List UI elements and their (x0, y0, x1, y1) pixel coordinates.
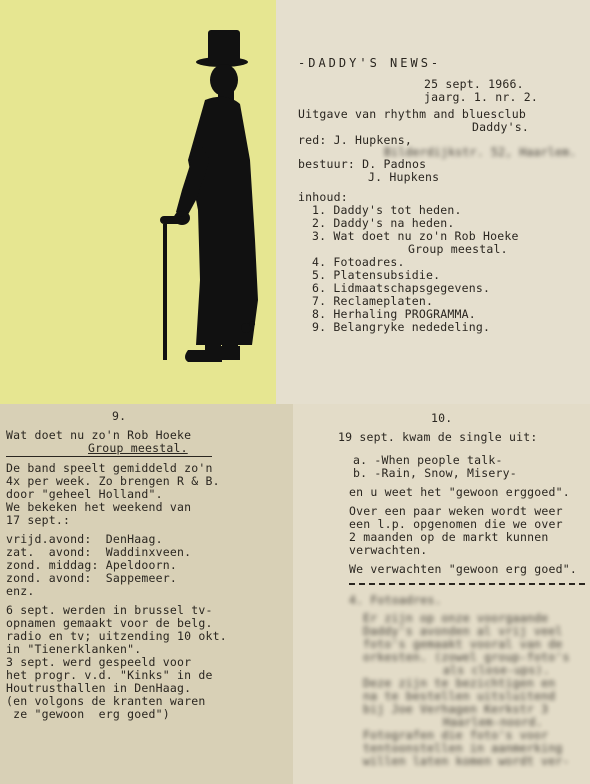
contents-item: 4. Fotoadres. (312, 255, 405, 269)
issue-number: jaarg. 1. nr. 2. (424, 90, 538, 104)
paragraph-line: Houtrusthallen in DenHaag. (6, 681, 192, 695)
blurred-line: na te bestellen uitsluitend (363, 689, 556, 703)
blurred-line: als close-ups). (443, 663, 550, 677)
blurred-line: Haarlem-noord. (443, 715, 543, 729)
paragraph-line: 3 sept. werd gespeeld voor (6, 655, 192, 669)
page-number: 10. (431, 411, 453, 425)
contents-item: 3. Wat doet nu zo'n Rob Hoeke (312, 229, 519, 243)
blurred-line: bij Joe Verhagen Kerkstr 3 (363, 702, 549, 716)
article-heading-line-1: Wat doet nu zo'n Rob Hoeke (6, 428, 192, 442)
paragraph-line: De band speelt gemiddeld zo'n (6, 461, 213, 475)
paragraph-line: 4x per week. Zo brengen R & B. (6, 474, 220, 488)
paragraph-line: opnamen gemaakt voor de belg. (6, 616, 213, 630)
masthead-title: -DADDY'S NEWS- (298, 56, 442, 70)
contents-label: inhoud: (298, 190, 348, 204)
schedule-line: vrijd.avond: DenHaag. (6, 532, 163, 546)
blurred-line: Daddy's avonden al vrij veel (363, 624, 563, 638)
contents-item-continued: Group meestal. (408, 242, 508, 256)
paragraph-line: 2 maanden op de markt kunnen (349, 530, 549, 544)
blurred-line: Fotografen die foto's voor (363, 728, 549, 742)
page-10 (293, 404, 590, 784)
board-line: bestuur: D. Padnos (298, 157, 427, 171)
article-heading-line-2: Group meestal. (88, 441, 188, 455)
blurred-line: tentoonstellen in aanmerking (363, 741, 563, 755)
paragraph-line: We bekeken het weekend van (6, 500, 192, 514)
blurred-line: orkesten. (zowel group-foto's (363, 650, 570, 664)
board-member-2: J. Hupkens (368, 170, 440, 184)
schedule-line: enz. (6, 584, 35, 598)
paragraph-line: verwachten. (349, 543, 428, 557)
paragraph-line: (en volgons de kranten waren (6, 694, 206, 708)
contents-item: 9. Belangryke nededeling. (312, 320, 491, 334)
blurred-line: Deze zijn te bezichtigen en (363, 676, 556, 690)
contents-item: 2. Daddy's na heden. (312, 216, 455, 230)
editor-address-redacted: Bilderdijkstr. 52, Haarlem. (384, 145, 577, 159)
paragraph-line: door "geheel Holland". (6, 487, 163, 501)
single-b-side: b. -Rain, Snow, Misery- (353, 466, 517, 480)
paragraph-line: in "Tienerklanken". (6, 642, 142, 656)
paragraph-line: en u weet het "gewoon erggoed". (349, 485, 570, 499)
closing-line: We verwachten "gewoon erg goed". (349, 562, 577, 576)
page-9 (0, 404, 293, 784)
issue-date: 25 sept. 1966. (424, 77, 524, 91)
gentleman-silhouette-image (0, 0, 276, 404)
paragraph-line: ze "gewoon erg goed") (6, 707, 170, 721)
contents-item: 7. Reclameplaten. (312, 294, 434, 308)
blurred-line: foto's gemaakt vooral van de (363, 637, 563, 651)
contents-item: 6. Lidmaatschapsgegevens. (312, 281, 491, 295)
editor-line: red: J. Hupkens, (298, 133, 412, 147)
paragraph-line: een l.p. opgenomen die we over (349, 517, 563, 531)
paragraph-line: Over een paar weken wordt weer (349, 504, 563, 518)
blurred-heading: 4. Fotoadres. (349, 593, 442, 607)
paragraph-line: 17 sept.: (6, 513, 71, 527)
schedule-line: zat. avond: Waddinxveen. (6, 545, 192, 559)
dashed-divider (349, 583, 585, 585)
single-a-side: a. -When people talk- (353, 453, 503, 467)
paragraph-line: radio en tv; uitzending 10 okt. (6, 629, 227, 643)
schedule-line: zond. avond: Sappemeer. (6, 571, 177, 585)
intro-line-2: Daddy's. (472, 120, 529, 134)
contents-item: 8. Herhaling PROGRAMMA. (312, 307, 476, 321)
blurred-line: Er zijn op onze voorgaande (363, 611, 549, 625)
schedule-line: zond. middag: Apeldoorn. (6, 558, 177, 572)
page-number: 9. (112, 409, 127, 423)
blurred-line: willen laten komen wordt ver- (363, 754, 570, 768)
release-line: 19 sept. kwam de single uit: (338, 430, 538, 444)
cover-page (0, 0, 276, 404)
paragraph-line: 6 sept. werden in brussel tv- (6, 603, 213, 617)
index-page (276, 0, 590, 404)
contents-item: 1. Daddy's tot heden. (312, 203, 462, 217)
heading-underline (6, 456, 212, 457)
contents-item: 5. Platensubsidie. (312, 268, 441, 282)
paragraph-line: het progr. v.d. "Kinks" in de (6, 668, 213, 682)
intro-line-1: Uitgave van rhythm and bluesclub (298, 107, 526, 121)
